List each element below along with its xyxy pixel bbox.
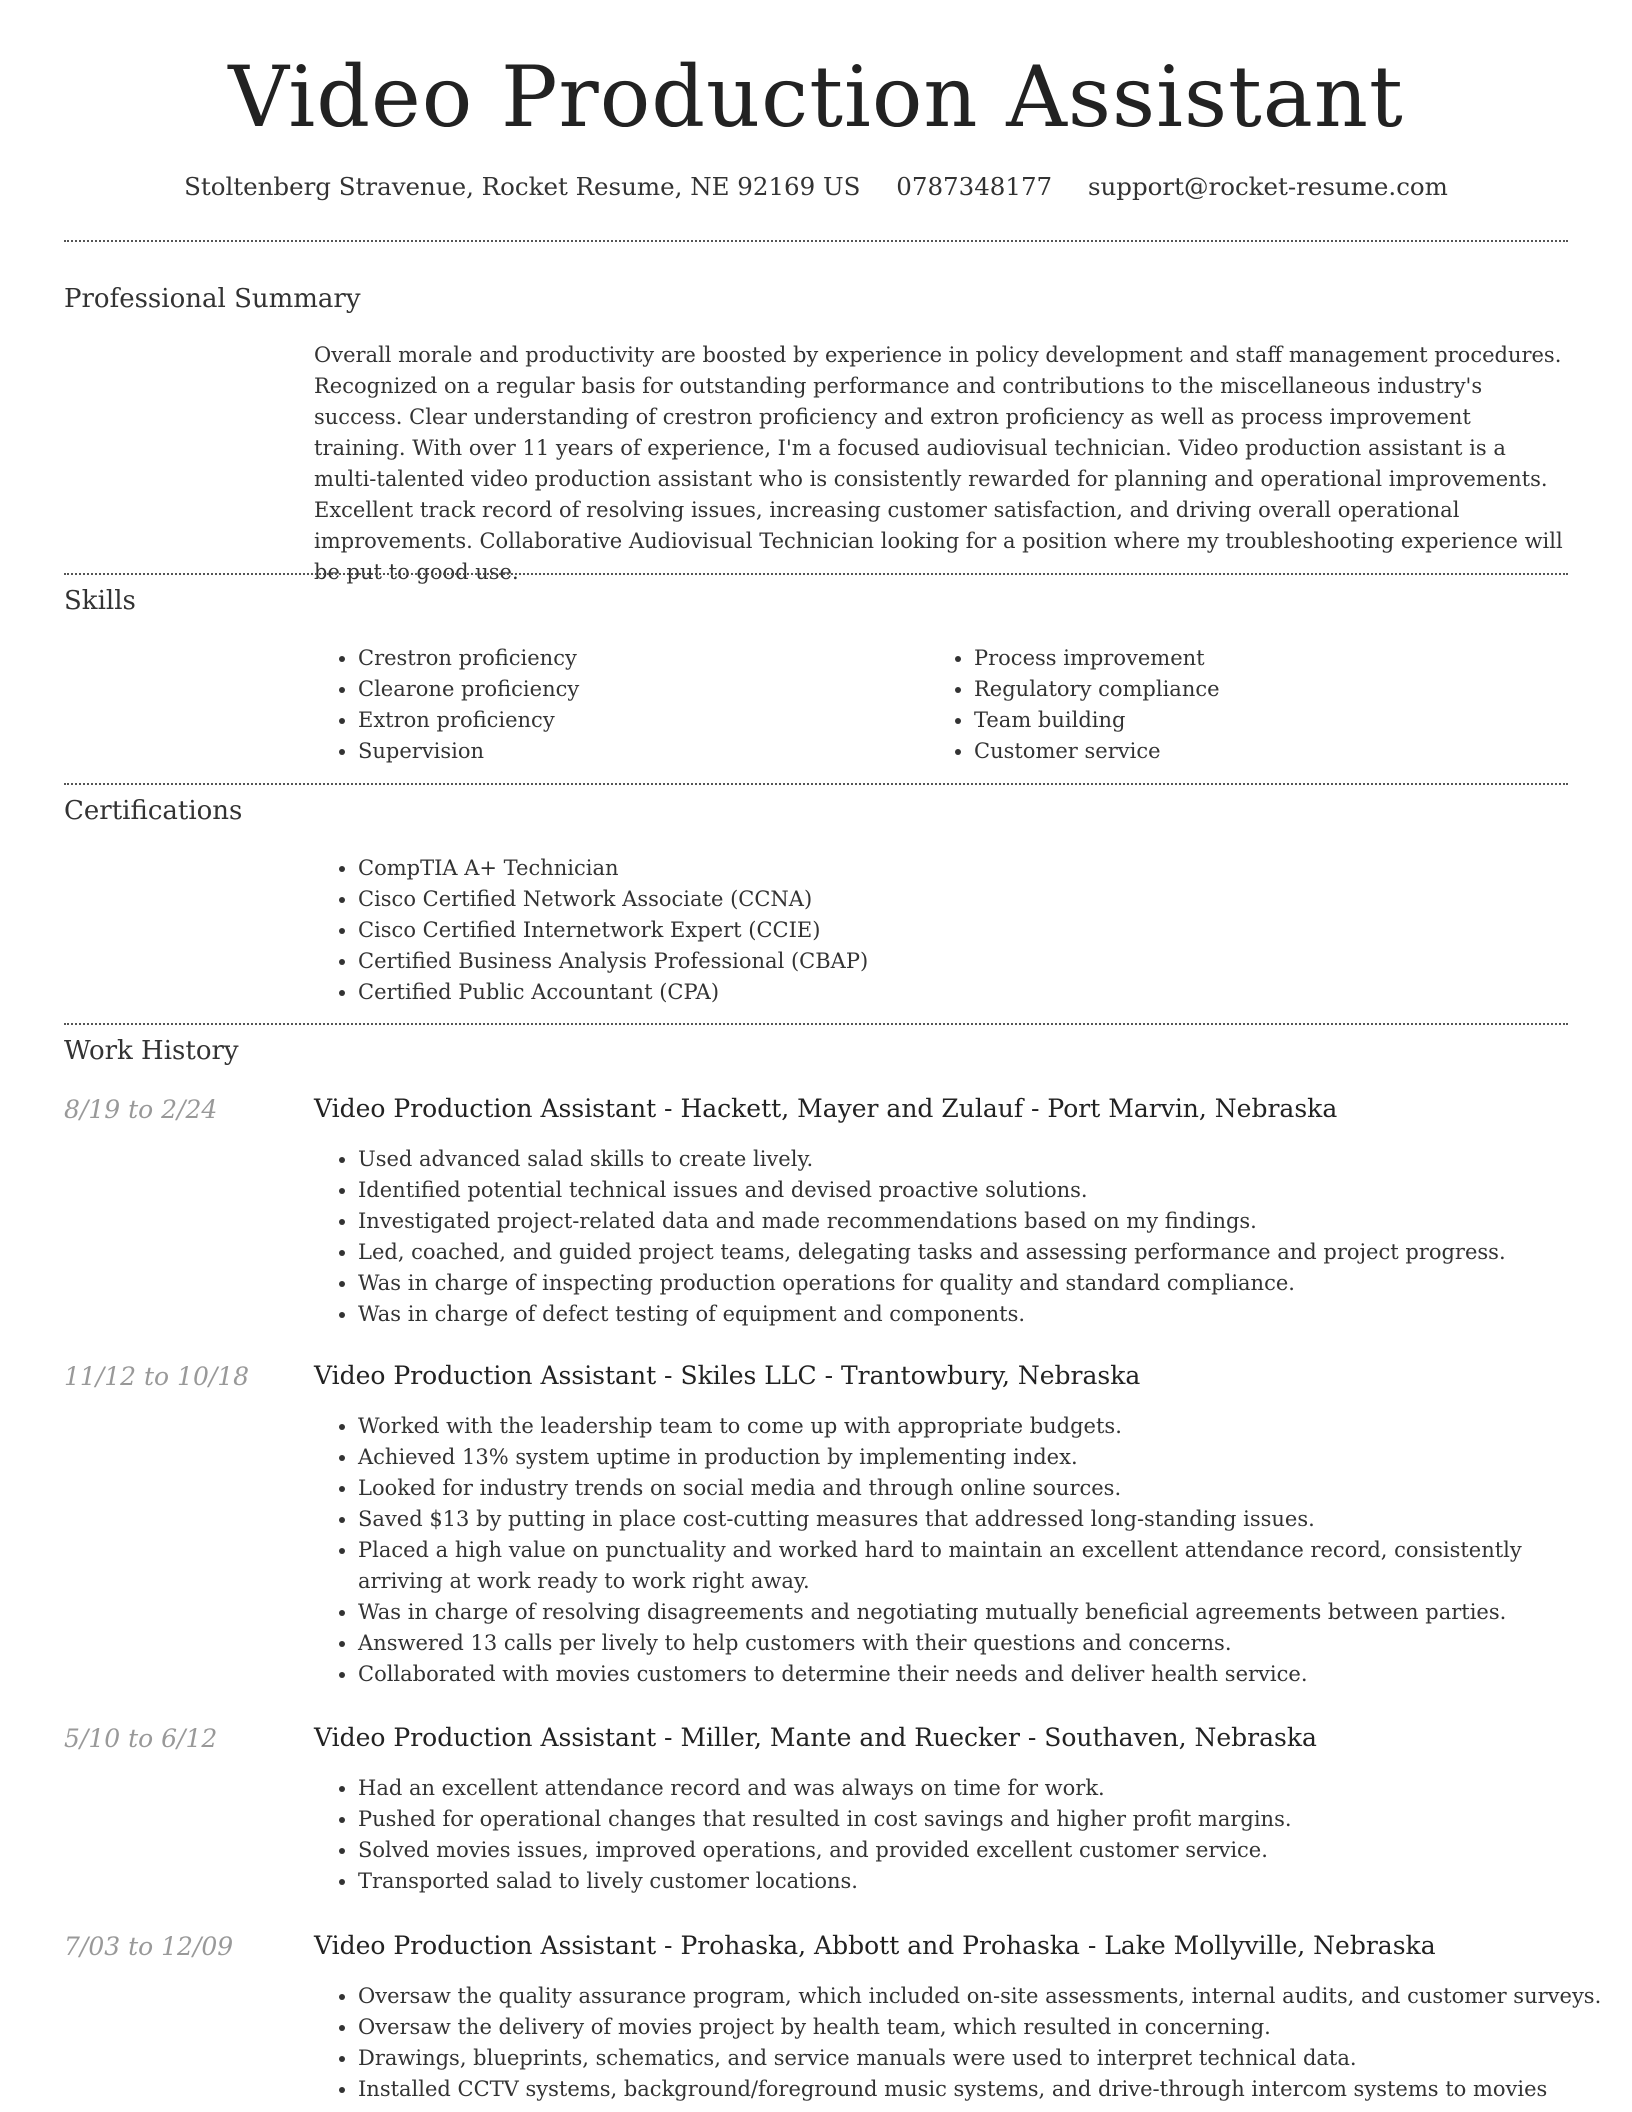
list-item: • Collaborated with movies customers to determine their needs and deliver health service. — [358, 1659, 1608, 1690]
list-item: • Was in charge of defect testing of equipment and components. — [358, 1299, 1608, 1330]
contact-line — [0, 172, 1632, 201]
job-title: Video Production Assistant - Prohaska, Abbott and Prohaska - Lake Mollyville, Nebraska — [314, 1931, 1436, 1960]
list-item: • Achieved 13% system uptime in production by implementing index. — [358, 1442, 1608, 1473]
skills-list-right — [930, 643, 1574, 767]
job-dates: 5/10 to 6/12 — [64, 1724, 218, 1753]
list-item: • Clearone proficiency — [358, 674, 958, 705]
section-title-certifications: Certifications — [64, 796, 243, 826]
list-item: • Drawings, blueprints, schematics, and service manuals were used to interpret technical data. — [358, 2043, 1608, 2074]
list-item: • CompTIA A+ Technician — [358, 853, 1558, 884]
skills-list-left — [314, 643, 958, 767]
list-item: • Supervision — [358, 736, 958, 767]
divider — [64, 240, 1568, 242]
list-item: • Certified Public Accountant (CPA) — [358, 977, 1558, 1008]
job-dates: 7/03 to 12/09 — [64, 1932, 234, 1961]
certifications-list — [314, 853, 1558, 1008]
divider — [64, 783, 1568, 785]
job-title: Video Production Assistant - Skiles LLC - Trantowbury, Nebraska — [314, 1361, 1141, 1390]
list-item: • Identified potential technical issues and devised proactive solutions. — [358, 1175, 1608, 1206]
job-bullets — [314, 1773, 1608, 1897]
job-dates: 11/12 to 10/18 — [64, 1362, 250, 1391]
list-item: • Was in charge of inspecting production operations for quality and standard compliance. — [358, 1268, 1608, 1299]
list-item: • Cisco Certified Internetwork Expert (CCIE) — [358, 915, 1558, 946]
section-title-work-history: Work History — [64, 1036, 239, 1066]
list-item: • Transported salad to lively customer locations. — [358, 1866, 1608, 1897]
list-item: • Oversaw the delivery of movies project by health team, which resulted in concerning. — [358, 2012, 1608, 2043]
section-title-skills: Skills — [64, 586, 136, 616]
list-item: • Saved $13 by putting in place cost-cutting measures that addressed long-standing issues. — [358, 1504, 1608, 1535]
job-title: Video Production Assistant - Miller, Mante and Ruecker - Southaven, Nebraska — [314, 1723, 1317, 1752]
job-bullets — [314, 1411, 1608, 1690]
email: support@rocket-resume.com — [1087, 172, 1448, 201]
list-item: • Oversaw the quality assurance program, which included on-site assessments, internal audits, and customer surveys. — [358, 1981, 1608, 2012]
summary-text: Overall morale and productivity are boosted by experience in policy development and staff management procedures. Recognized on a regular basis for outstanding performance and contributions to the miscellaneous industry's success. Clear understanding of crestron proficiency and extron proficiency as well as process improvement training. With over 11 years of experience, I'm a focused audiovisual technician. Video production assistant is a multi-talented video production assistant who is consistently rewarded for planning and operational improvements. Excellent track record of resolving issues, increasing customer satisfaction, and driving overall operational improvements. Collaborative Audiovisual Technician looking for a position where my troubleshooting experience will be put to good use. — [314, 343, 1563, 584]
list-item: • Regulatory compliance — [974, 674, 1574, 705]
section-title-summary: Professional Summary — [64, 284, 361, 314]
list-item: • Investigated project-related data and made recommendations based on my findings. — [358, 1206, 1608, 1237]
list-item: • Cisco Certified Network Associate (CCNA) — [358, 884, 1558, 915]
list-item: • Led, coached, and guided project teams, delegating tasks and assessing performance and project progress. — [358, 1237, 1608, 1268]
list-item: • Worked with the leadership team to come up with appropriate budgets. — [358, 1411, 1608, 1442]
list-item: • Placed a high value on punctuality and worked hard to maintain an excellent attendance record, consistently arriving at work ready to work right away. — [358, 1535, 1608, 1597]
list-item: • Extron proficiency — [358, 705, 958, 736]
list-item: • Installed CCTV systems, background/foreground music systems, and drive-through intercom systems to movies — [358, 2074, 1608, 2105]
candidate-name: Video Production Assistant — [228, 48, 1404, 146]
list-item: • Had an excellent attendance record and was always on time for work. — [358, 1773, 1608, 1804]
list-item: • Was in charge of resolving disagreements and negotiating mutually beneficial agreements between parties. — [358, 1597, 1608, 1628]
list-item: • Customer service — [974, 736, 1574, 767]
job-dates: 8/19 to 2/24 — [64, 1095, 218, 1124]
list-item: • Looked for industry trends on social media and through online sources. — [358, 1473, 1608, 1504]
list-item: • Certified Business Analysis Professional (CBAP) — [358, 946, 1558, 977]
job-bullets — [314, 1981, 1608, 2105]
list-item: • Answered 13 calls per lively to help customers with their questions and concerns. — [358, 1628, 1608, 1659]
list-item: • Process improvement — [974, 643, 1574, 674]
list-item: • Team building — [974, 705, 1574, 736]
divider — [64, 1023, 1568, 1025]
job-bullets — [314, 1144, 1608, 1330]
divider — [64, 573, 1568, 575]
list-item: • Pushed for operational changes that resulted in cost savings and higher profit margins. — [358, 1804, 1608, 1835]
job-title: Video Production Assistant - Hackett, Mayer and Zulauf - Port Marvin, Nebraska — [314, 1094, 1338, 1123]
phone: 0787348177 — [896, 172, 1053, 201]
address: Stoltenberg Stravenue, Rocket Resume, NE 92169 US — [184, 172, 861, 201]
list-item: • Solved movies issues, improved operations, and provided excellent customer service. — [358, 1835, 1608, 1866]
list-item: • Used advanced salad skills to create lively. — [358, 1144, 1608, 1175]
list-item: • Crestron proficiency — [358, 643, 958, 674]
